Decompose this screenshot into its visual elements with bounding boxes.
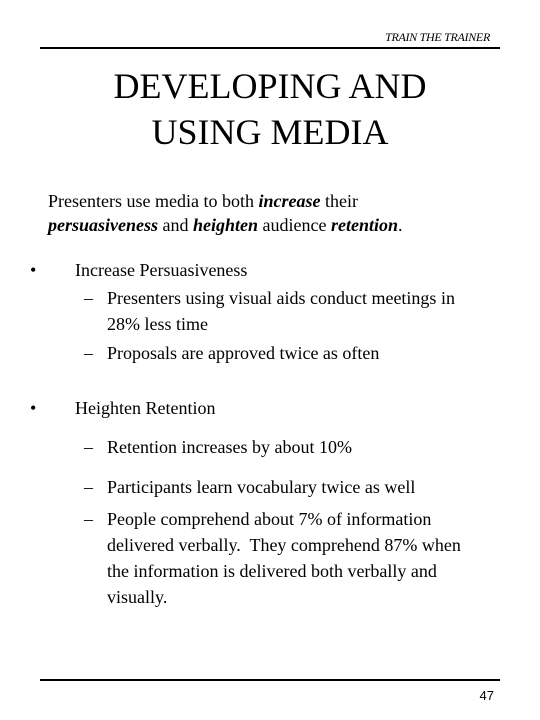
subitem-text — [107, 285, 455, 337]
page-title-line-1: DEVELOPING AND — [113, 66, 427, 106]
subitem-line: the information is delivered both verbally and — [107, 561, 437, 581]
intro-text-4: audience — [258, 215, 331, 235]
subitem-line: 28% less time — [107, 314, 208, 334]
subitem-line: visually. — [107, 587, 168, 607]
emphasis-persuasiveness: persuasiveness — [48, 215, 159, 235]
bullet-marker: • — [30, 398, 37, 418]
page-number: 47 — [479, 688, 494, 703]
subitem-text — [107, 340, 379, 366]
intro-text-5: . — [398, 215, 403, 235]
emphasis-heighten: heighten — [193, 215, 259, 235]
dash-marker: – — [84, 509, 93, 529]
subitem-line: People comprehend about 7% of information — [107, 509, 432, 529]
emphasis-increase: increase — [258, 191, 321, 211]
subitem-text — [107, 434, 352, 460]
subitem-line: Retention increases by about 10% — [107, 437, 352, 457]
dash-marker: – — [84, 477, 93, 497]
dash-marker: – — [84, 343, 93, 363]
subitem-line: Proposals are approved twice as often — [107, 343, 380, 363]
intro-paragraph — [48, 189, 508, 237]
emphasis-retention: retention — [331, 215, 399, 235]
page-title — [0, 63, 540, 155]
intro-text-2: their — [320, 191, 358, 211]
intro-text-1: Presenters use media to both — [48, 191, 259, 211]
footer-rule — [40, 679, 500, 681]
intro-text-3: and — [158, 215, 194, 235]
subitem-text — [107, 474, 415, 500]
header-rule — [40, 47, 500, 49]
subitem-line: Participants learn vocabulary twice as well — [107, 477, 416, 497]
subitem-line: Presenters using visual aids conduct meetings in — [107, 288, 455, 308]
bullet-label: Heighten Retention — [75, 398, 216, 418]
subitem-line: delivered verbally. They comprehend 87% when — [107, 535, 461, 555]
dash-marker: – — [84, 288, 93, 308]
running-header: TRAIN THE TRAINER — [385, 30, 490, 44]
dash-marker: – — [84, 437, 93, 457]
subitem-text — [107, 506, 461, 610]
page-title-line-2: USING MEDIA — [151, 112, 389, 152]
bullet-marker: • — [30, 260, 37, 280]
bullet-label: Increase Persuasiveness — [75, 260, 248, 280]
